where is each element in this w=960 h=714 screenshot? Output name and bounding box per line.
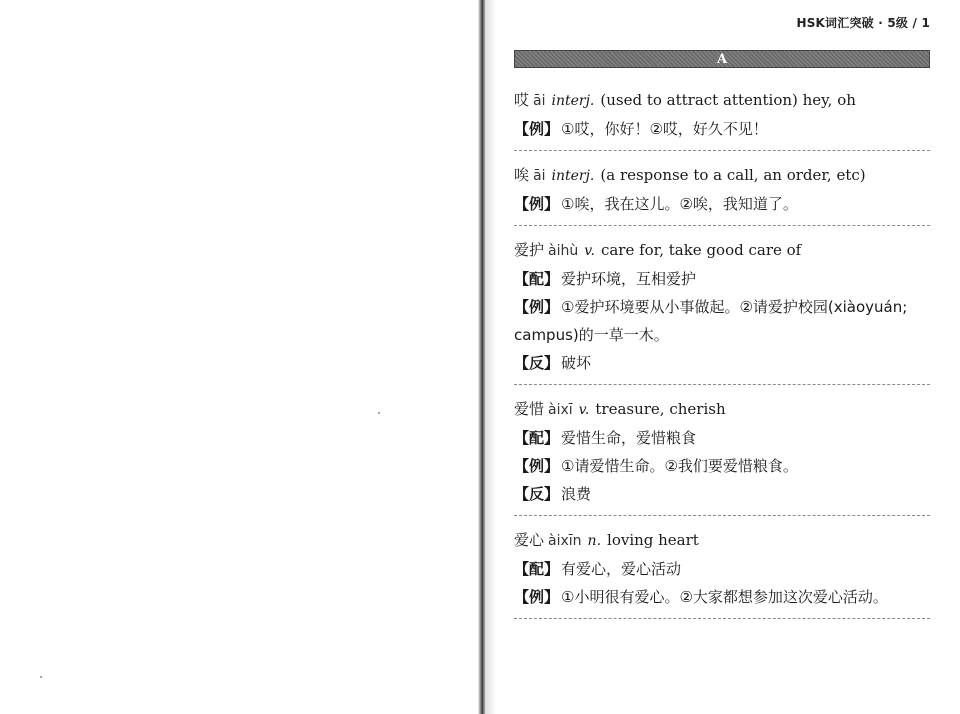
scan-speck	[378, 412, 380, 414]
dictionary-entry	[514, 234, 930, 377]
collocation-tag: 【配】	[514, 429, 560, 447]
entry-head-line	[514, 86, 930, 115]
collocation-text: 爱惜生命，爱惜粮食	[561, 429, 697, 447]
section-letter-bar	[514, 50, 930, 68]
entry-head-line	[514, 526, 930, 555]
entry-pinyin: àihù	[548, 243, 579, 259]
example-tag: 【例】	[514, 298, 560, 316]
entry-headword: 爱护	[514, 241, 545, 259]
left-page-blank	[0, 0, 478, 714]
entry-headword: 爱心	[514, 531, 545, 549]
example-tag: 【例】	[514, 195, 560, 213]
antonym-tag: 【反】	[514, 354, 560, 372]
example-text: ①唉，我在这儿。②唉，我知道了。	[561, 195, 798, 213]
example-text: ①爱护环境要从小事做起。②请爱护校园(xiàoyuán; campus)的一草一木。	[514, 298, 908, 344]
entry-gloss: care for, take good care of	[600, 241, 802, 259]
entry-collocation-line	[514, 424, 930, 452]
entry-example-line	[514, 583, 930, 611]
entry-pinyin: āi	[533, 168, 546, 184]
entry-gloss: (used to attract attention) hey, oh	[600, 91, 856, 109]
entry-collocation-line	[514, 555, 930, 583]
dictionary-entry	[514, 84, 930, 143]
book-spine	[478, 0, 486, 714]
spine-shadow	[486, 0, 496, 714]
entry-gloss: (a response to a call, an order, etc)	[600, 166, 866, 184]
antonym-tag: 【反】	[514, 485, 560, 503]
entry-collocation-line	[514, 265, 930, 293]
entry-example-line	[514, 452, 930, 480]
entry-example-line	[514, 190, 930, 218]
example-tag: 【例】	[514, 457, 560, 475]
dictionary-entry	[514, 159, 930, 218]
entry-pos: interj.	[551, 93, 595, 109]
entry-headword: 哎	[514, 91, 530, 109]
dictionary-entry	[514, 393, 930, 508]
entry-example-line	[514, 115, 930, 143]
entry-head-line	[514, 236, 930, 265]
entry-pinyin: āi	[533, 93, 546, 109]
entry-antonym-line	[514, 349, 930, 377]
entry-headword: 爱惜	[514, 400, 545, 418]
collocation-text: 有爱心，爱心活动	[561, 560, 682, 578]
scan-speck	[40, 676, 42, 678]
entry-divider	[514, 225, 930, 226]
antonym-text: 浪费	[561, 485, 592, 503]
example-tag: 【例】	[514, 588, 560, 606]
entry-divider	[514, 384, 930, 385]
section-letter: A	[716, 51, 728, 67]
entry-pos: n.	[587, 533, 602, 549]
dictionary-entries	[514, 84, 930, 627]
entry-pinyin: àixīn	[548, 533, 582, 549]
entry-example-line	[514, 293, 930, 349]
example-text: ①哎，你好！②哎，好久不见！	[561, 120, 768, 138]
entry-divider	[514, 150, 930, 151]
entry-pinyin: àixī	[548, 402, 573, 418]
example-text: ①请爱惜生命。②我们要爱惜粮食。	[561, 457, 798, 475]
right-page	[496, 0, 960, 714]
example-tag: 【例】	[514, 120, 560, 138]
dictionary-entry	[514, 524, 930, 611]
example-text: ①小明很有爱心。②大家都想参加这次爱心活动。	[561, 588, 888, 606]
collocation-text: 爱护环境，互相爱护	[561, 270, 697, 288]
entry-divider	[514, 618, 930, 619]
entry-headword: 唉	[514, 166, 530, 184]
entry-head-line	[514, 161, 930, 190]
collocation-tag: 【配】	[514, 560, 560, 578]
entry-divider	[514, 515, 930, 516]
entry-gloss: loving heart	[607, 531, 699, 549]
entry-pos: v.	[584, 243, 595, 259]
collocation-tag: 【配】	[514, 270, 560, 288]
entry-pos: interj.	[551, 168, 595, 184]
entry-gloss: treasure, cherish	[595, 400, 726, 418]
antonym-text: 破坏	[561, 354, 592, 372]
entry-pos: v.	[578, 402, 590, 418]
entry-antonym-line	[514, 480, 930, 508]
entry-head-line	[514, 395, 930, 424]
running-header: HSK词汇突破 · 5级 / 1	[796, 16, 930, 30]
